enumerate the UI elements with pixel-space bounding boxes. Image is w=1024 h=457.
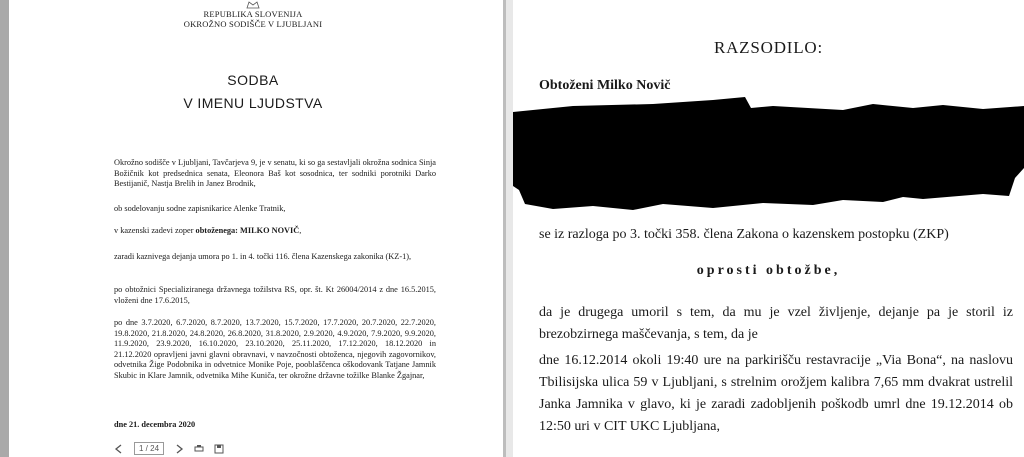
paragraph-incident-details: dne 16.12.2014 okoli 19:40 ure na parkirišču restavracije „Via Bona“, na naslovu Tbilisijska ulica 59 v Ljubljani, s strelnim orožjem kalibra 7,65 mm dvakrat ustrelil Janka Jamnika v glavo, ki je zaradi zadobljenih poškodb umrl dne 19.12.2014 ob 12:50 uri v CIT UKC Ljubljana, (539, 353, 1013, 434)
paragraph-charge-description: da je drugega umoril s tem, da mu je vzel življenje, dejanje pa je storil iz brezobzirnega maščevanja, s tem, da je (539, 305, 1013, 342)
print-icon[interactable] (194, 444, 204, 454)
crest-icon (246, 1, 260, 9)
document-title: SODBA (227, 72, 279, 88)
acquittal-statement: oprosti obtožbe, (696, 263, 841, 278)
paragraph-legal-basis: se iz razloga po 3. točki 358. člena Zakona o kazenskem postopku (ZKP) (539, 227, 949, 242)
page-number-field[interactable]: 1 / 24 (134, 442, 164, 455)
document-subtitle: V IMENU LJUDSTVA (183, 95, 323, 111)
verdict-heading: RAZSODILO: (713, 38, 824, 57)
image-divider (506, 0, 513, 457)
court-header-line2: OKROŽNO SODIŠČE V LJUBLJANI (183, 19, 323, 29)
prev-page-icon[interactable] (114, 444, 124, 454)
left-document-page (0, 0, 506, 457)
pdf-page-toolbar (114, 440, 314, 457)
next-page-icon[interactable] (174, 444, 184, 454)
defendant-line: Obtoženi Milko Novič (539, 78, 671, 93)
scanner-edge (0, 0, 9, 457)
paragraph-clerk: ob sodelovanju sodne zapisnikarice Alenke Tratnik, (114, 204, 286, 213)
paragraph-date: dne 21. decembra 2020 (114, 420, 196, 429)
paragraph-hearings: po dne 3.7.2020, 6.7.2020, 8.7.2020, 13.7.2020, 15.7.2020, 17.7.2020, 20.7.2020, 22.7.2020, 19.8.2020, 21.8.2020, 24.8.2020, 26.8.2020, 31.8.2020, 2.9.2020, 4.9.2020, 7.9.2020, 9.9.2020, 11.9.2020, 23.9.2020, 16.10.2020, 23.10.2020, 25.11.2020, 17.12.2020, 18.12.2020 in 21.12.2020 opravljeni javni glavni obravnavi, v navzočnosti obtoženca, njegovih zagovornikov, odvetnika Žige Podobnika in odvetnice Monike Poje, pooblaščenca oškodovank Tatjane Jamnik Skubic in Klare Jamnik, odvetnika Mihe Kuniča, ter okrožne državne tožilke Blanke Žgajnar, (114, 318, 436, 380)
court-header-line1: REPUBLIKA SLOVENIJA (203, 9, 303, 19)
redaction-block (513, 0, 1024, 240)
save-icon[interactable] (214, 444, 224, 454)
paragraph-senate: Okrožno sodišče v Ljubljani, Tavčarjeva 9, je v senatu, ki so ga sestavljali okrožna sodnica Sinja Božičnik kot predsednica senata, Eleonora Baš kot sosodnica, ter sodniki porotniki Darko Bestijanič, Nastja Brelih in Janez Brodnik, (114, 158, 436, 189)
right-document-page (513, 0, 1024, 457)
paragraph-defendant: v kazenski zadevi zoper obtoženega: MILKO NOVIČ, (114, 226, 302, 235)
paragraph-indictment: po obtožnici Specializiranega državnega tožilstva RS, opr. št. Kt 26004/2014 z dne 16.5.2015, vloženi dne 17.6.2015, (114, 285, 436, 305)
paragraph-charge: zaradi kaznivega dejanja umora po 1. in 4. točki 116. člena Kazenskega zakonika (KZ-1), (114, 252, 412, 261)
